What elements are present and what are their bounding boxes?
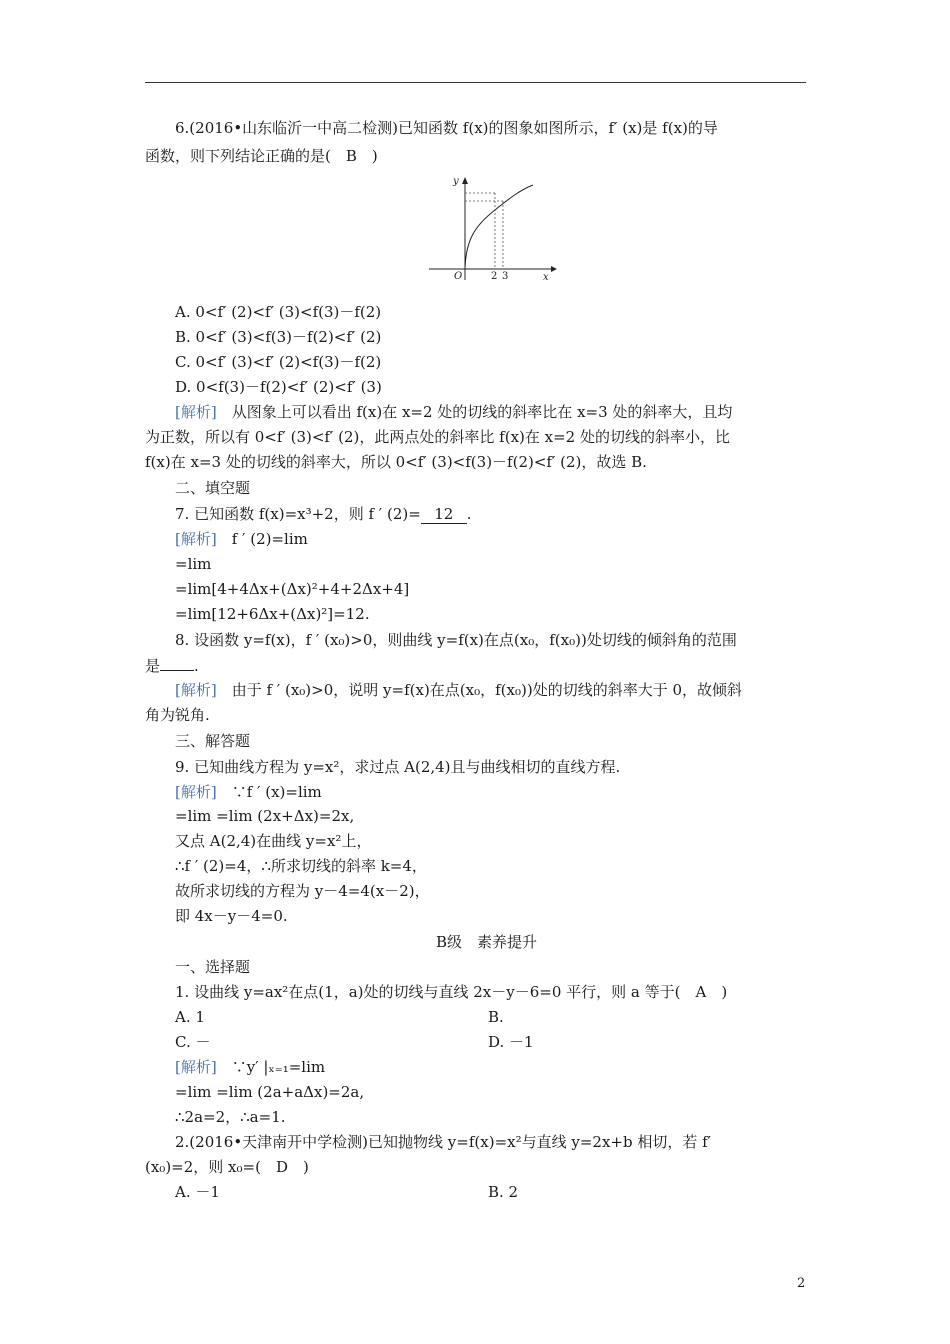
q8-line1: 8. 设函数 y=f(x)，f ′ (x₀)>0，则曲线 y=f(x)在点(x₀，f(x₀))处切线的倾斜角的范围: [175, 631, 737, 649]
tick-2: 2: [491, 271, 498, 282]
y-label: y: [453, 176, 459, 187]
x-axis-arrow: [551, 266, 557, 272]
q7-analysis-line1: [175, 529, 308, 549]
q9-line1: 9. 已知曲线方程为 y=x²，求过点 A(2,4)且与曲线相切的直线方程.: [175, 758, 621, 776]
q8-blank: [160, 670, 194, 671]
b1-analysis-line2: =lim =lim (2a+aΔx)=2a,: [175, 1083, 365, 1101]
q7-analysis-line2: =lim: [175, 555, 212, 573]
section-choice: 一、选择题: [175, 958, 251, 976]
analysis-tag: [解析]: [175, 530, 217, 548]
q7-text-end: .: [466, 505, 472, 523]
q9-analysis-line4: ∴f ′ (2)=4，∴所求切线的斜率 k=4，: [175, 857, 427, 875]
analysis-tag: [解析]: [175, 403, 217, 421]
analysis-tag: [解析]: [175, 783, 217, 801]
q6-analysis-text1: 从图象上可以看出 f(x)在 x=2 处的切线的斜率比在 x=3 处的斜率大，且均: [216, 403, 733, 421]
b1-line1: 1. 设曲线 y=ax²在点(1，a)处的切线与直线 2x－y－6=0 平行，则 a 等于( A ): [175, 983, 728, 1001]
b2-line1: 2.(2016•天津南开中学检测)已知抛物线 y=f(x)=x²与直线 y=2x+b 相切，若 f′: [175, 1133, 712, 1151]
b1-option-a: A. 1: [175, 1008, 205, 1026]
q8-text-end: .: [194, 657, 199, 675]
q6-analysis-line2: 为正数，所以有 0<f′ (3)<f′ (2)，此两点处的斜率比 f(x)在 x=2 处的切线的斜率小，比: [145, 428, 730, 446]
tick-3: 3: [502, 271, 509, 282]
q8-analysis-line2: 角为锐角.: [145, 706, 210, 724]
q8-analysis-line1: [175, 680, 742, 700]
q6-option-b: B. 0<f′ (3)<f(3)－f(2)<f′ (2): [175, 328, 382, 346]
b1-analysis-line1: [175, 1057, 325, 1077]
q7-a1: f ′ (2)=lim: [216, 530, 308, 548]
section-solve: 三、解答题: [175, 732, 251, 750]
x-label: x: [543, 272, 549, 283]
q9-analysis-line6: 即 4x－y－4=0.: [175, 907, 288, 925]
curve: [465, 185, 533, 268]
q9-analysis-line3: 又点 A(2,4)在曲线 y=x²上，: [175, 832, 372, 850]
q6-line1: 6.(2016•山东临沂一中高二检测)已知函数 f(x)的图象如图所示，f′ (x)是 f(x)的导: [175, 119, 718, 137]
section-fill-in: 二、填空题: [175, 479, 251, 497]
b2-option-b: B. 2: [488, 1183, 519, 1201]
q8-text: 是: [145, 657, 161, 675]
function-graph: [425, 172, 560, 284]
q8-line2: [145, 656, 199, 676]
q7-analysis-line3: =lim[4+4Δx+(Δx)²+4+2Δx+4]: [175, 580, 410, 598]
q9-analysis-line5: 故所求切线的方程为 y－4=4(x－2)，: [175, 882, 430, 900]
q7-text: 7. 已知函数 f(x)=x³+2，则 f ′ (2)=: [175, 505, 421, 523]
level-b-heading: B级 素养提升: [436, 933, 538, 951]
q9-analysis-line2: =lim =lim (2x+Δx)=2x,: [175, 807, 355, 825]
origin-label: O: [454, 271, 463, 282]
q6-option-d: D. 0<f(3)－f(2)<f′ (2)<f′ (3): [175, 378, 382, 396]
q6-line2: 函数，则下列结论正确的是( B ): [145, 147, 378, 165]
q6-option-c: C. 0<f′ (3)<f′ (2)<f(3)－f(2): [175, 353, 382, 371]
b1-option-c: C. －: [175, 1033, 211, 1051]
q7-line1: [175, 504, 472, 524]
analysis-tag: [解析]: [175, 681, 217, 699]
q9-analysis-line1: [175, 782, 322, 802]
header-rule: [145, 82, 806, 83]
analysis-tag: [解析]: [175, 1058, 217, 1076]
q7-answer: 12: [421, 506, 467, 524]
b1-analysis-line3: ∴2a=2，∴a=1.: [175, 1108, 286, 1126]
q6-analysis-line1: [175, 402, 732, 422]
q8-a1: 由于 f ′ (x₀)>0，说明 y=f(x)在点(x₀，f(x₀))处的切线的斜率大于 0，故倾斜: [216, 681, 743, 699]
q6-analysis-line3: f(x)在 x=3 处的切线的斜率大，所以 0<f′ (3)<f(3)－f(2)<f′ (2)，故选 B.: [145, 453, 647, 471]
b1-option-b: B.: [488, 1008, 504, 1026]
b1-a1: ∵y′ |ₓ₌₁=lim: [216, 1058, 326, 1076]
q9-a1: ∵f ′ (x)=lim: [216, 783, 322, 801]
q7-analysis-line4: =lim[12+6Δx+(Δx)²]=12.: [175, 605, 370, 623]
b2-option-a: A. －1: [175, 1183, 220, 1201]
q6-option-a: A. 0<f′ (2)<f′ (3)<f(3)－f(2): [175, 303, 382, 321]
b2-line2: (x₀)=2，则 x₀=( D ): [145, 1158, 309, 1176]
y-axis-arrow: [462, 177, 468, 184]
page-number: 2: [797, 1276, 806, 1291]
b1-option-d: D. －1: [488, 1033, 534, 1051]
